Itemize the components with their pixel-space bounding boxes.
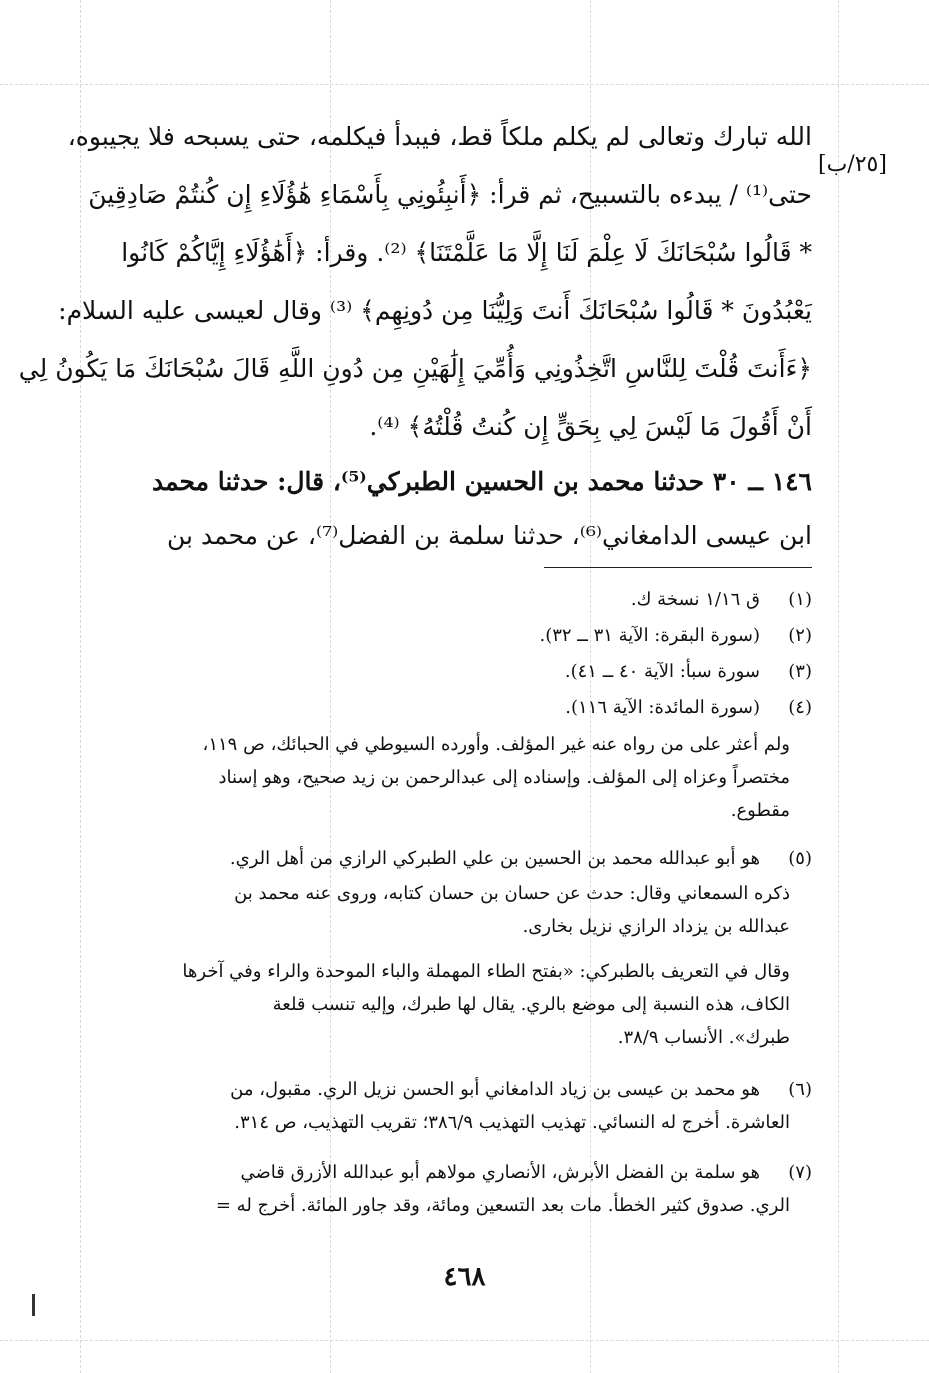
marginal-folio-note: [٢٥/ب]	[818, 152, 887, 177]
footnote-text: هو أبو عبدالله محمد بن الحسين بن علي الطبركي الرازي من أهل الري.	[229, 848, 760, 869]
footnote-text: مختصراً وعزاه إلى المؤلف. وإسناده إلى عبدالرحمن بن زيد صحيح، وهو إسناد	[218, 767, 790, 788]
footnote-number: (٤)	[788, 697, 812, 718]
main-text-line: يَعْبُدُونَ * قَالُوا سُبْحَانَكَ أَنتَ وَلِيُّنَا مِن دُونِهِم﴾ ⁽³⁾ وقال لعيسى عليه السلام:	[58, 296, 812, 325]
footnote-5-quote	[100, 955, 812, 1054]
footnote-6	[100, 1073, 812, 1139]
hadith-line: ١٤٦ ــ ٣٠ حدثنا محمد بن الحسين الطبركي⁽⁵⁾، قال: حدثنا محمد	[151, 467, 812, 496]
footnote-text: طبرك». الأنساب ٣٨/٩.	[617, 1027, 790, 1048]
footnote-5-continued	[100, 877, 812, 943]
scan-gridline	[0, 84, 929, 85]
page-number: ٤٦٨	[443, 1262, 486, 1292]
footnote-number: (١)	[788, 589, 812, 610]
footnote-1	[100, 583, 812, 616]
footnote-text: (سورة البقرة: الآية ٣١ ــ ٣٢).	[539, 625, 760, 646]
footnote-text: وقال في التعريف بالطبركي: «بفتح الطاء المهملة والباء الموحدة والراء وفي آخرها	[182, 961, 790, 982]
main-text	[18, 108, 812, 456]
scan-gridline	[838, 0, 839, 1373]
footnote-text: العاشرة. أخرج له النسائي. تهذيب التهذيب ٣٨٦/٩؛ تقريب التهذيب، ص ٣١٤.	[234, 1112, 790, 1133]
footnote-text: هو محمد بن عيسى بن زياد الدامغاني أبو الحسن نزيل الري. مقبول، من	[230, 1079, 760, 1100]
footnote-number: (٧)	[788, 1162, 812, 1183]
hadith-line: ابن عيسى الدامغاني⁽⁶⁾، حدثنا سلمة بن الفضل⁽⁷⁾، عن محمد بن	[167, 521, 812, 550]
footnote-text: الكاف، هذه النسبة إلى موضع بالري. يقال لها طبرك، وإليه تنسب قلعة	[272, 994, 790, 1015]
footnote-4-continued	[100, 728, 812, 827]
main-text-line: * قَالُوا سُبْحَانَكَ لَا عِلْمَ لَنَا إِلَّا مَا عَلَّمْتَنَا﴾ ⁽²⁾. وقرأ: ﴿أَهَٰؤُلَاءِ إِيَّاكُمْ كَانُوا	[121, 238, 812, 267]
footnote-text: ذكره السمعاني وقال: حدث عن حسان بن حسان كتابه، وروى عنه محمد بن	[234, 883, 790, 904]
footnote-text: هو سلمة بن الفضل الأبرش، الأنصاري مولاهم أبو عبدالله الأزرق قاضي	[240, 1162, 760, 1183]
hadith-paragraph	[100, 455, 812, 563]
footnote-text: ق ١/١٦ نسخة ك.	[630, 589, 760, 610]
footnote-5	[100, 842, 812, 875]
main-text-line: ﴿ءَأَنتَ قُلْتَ لِلنَّاسِ اتَّخِذُونِي وَأُمِّيَ إِلَٰهَيْنِ مِن دُونِ اللَّهِ قَالَ سُبْحَانَكَ مَا يَكُونُ لِي	[18, 354, 812, 383]
footnote-text: سورة سبأ: الآية ٤٠ ــ ٤١).	[564, 661, 760, 682]
scan-gridline	[80, 0, 81, 1373]
scan-gridline	[0, 1340, 929, 1341]
main-text-line: أَنْ أَقُولَ مَا لَيْسَ لِي بِحَقٍّ إِن كُنتُ قُلْتُهُ﴾ ⁽⁴⁾.	[369, 412, 812, 441]
footnote-text: مقطوع.	[730, 800, 790, 821]
footnote-text: ولم أعثر على من رواه عنه غير المؤلف. وأورده السيوطي في الحبائك، ص ١١٩،	[202, 734, 790, 755]
footnote-4	[100, 691, 812, 724]
main-text-line: حتى⁽¹⁾ / يبدءه بالتسبيح، ثم قرأ: ﴿أَنبِئُونِي بِأَسْمَاءِ هَٰؤُلَاءِ إِن كُنتُمْ صَادِقِينَ	[88, 180, 812, 209]
footnote-number: (٢)	[788, 625, 812, 646]
footnote-number: (٣)	[788, 661, 812, 682]
footnote-number: (٦)	[788, 1079, 812, 1100]
footnote-text: (سورة المائدة: الآية ١١٦).	[565, 697, 760, 718]
footnote-separator	[544, 567, 812, 568]
footnote-text: الري. صدوق كثير الخطأ. مات بعد التسعين ومائة، وقد جاور المائة. أخرج له =	[215, 1195, 790, 1216]
footnote-7	[100, 1156, 812, 1222]
scan-artifact	[32, 1294, 35, 1316]
footnote-text: عبدالله بن يزداد الرازي نزيل بخارى.	[522, 916, 790, 937]
footnote-number: (٥)	[788, 848, 812, 869]
main-text-line: الله تبارك وتعالى لم يكلم ملكاً قط، فيبدأ فيكلمه، حتى يسبحه فلا يجيبوه،	[67, 122, 812, 151]
footnote-3	[100, 655, 812, 688]
footnote-2	[100, 619, 812, 652]
